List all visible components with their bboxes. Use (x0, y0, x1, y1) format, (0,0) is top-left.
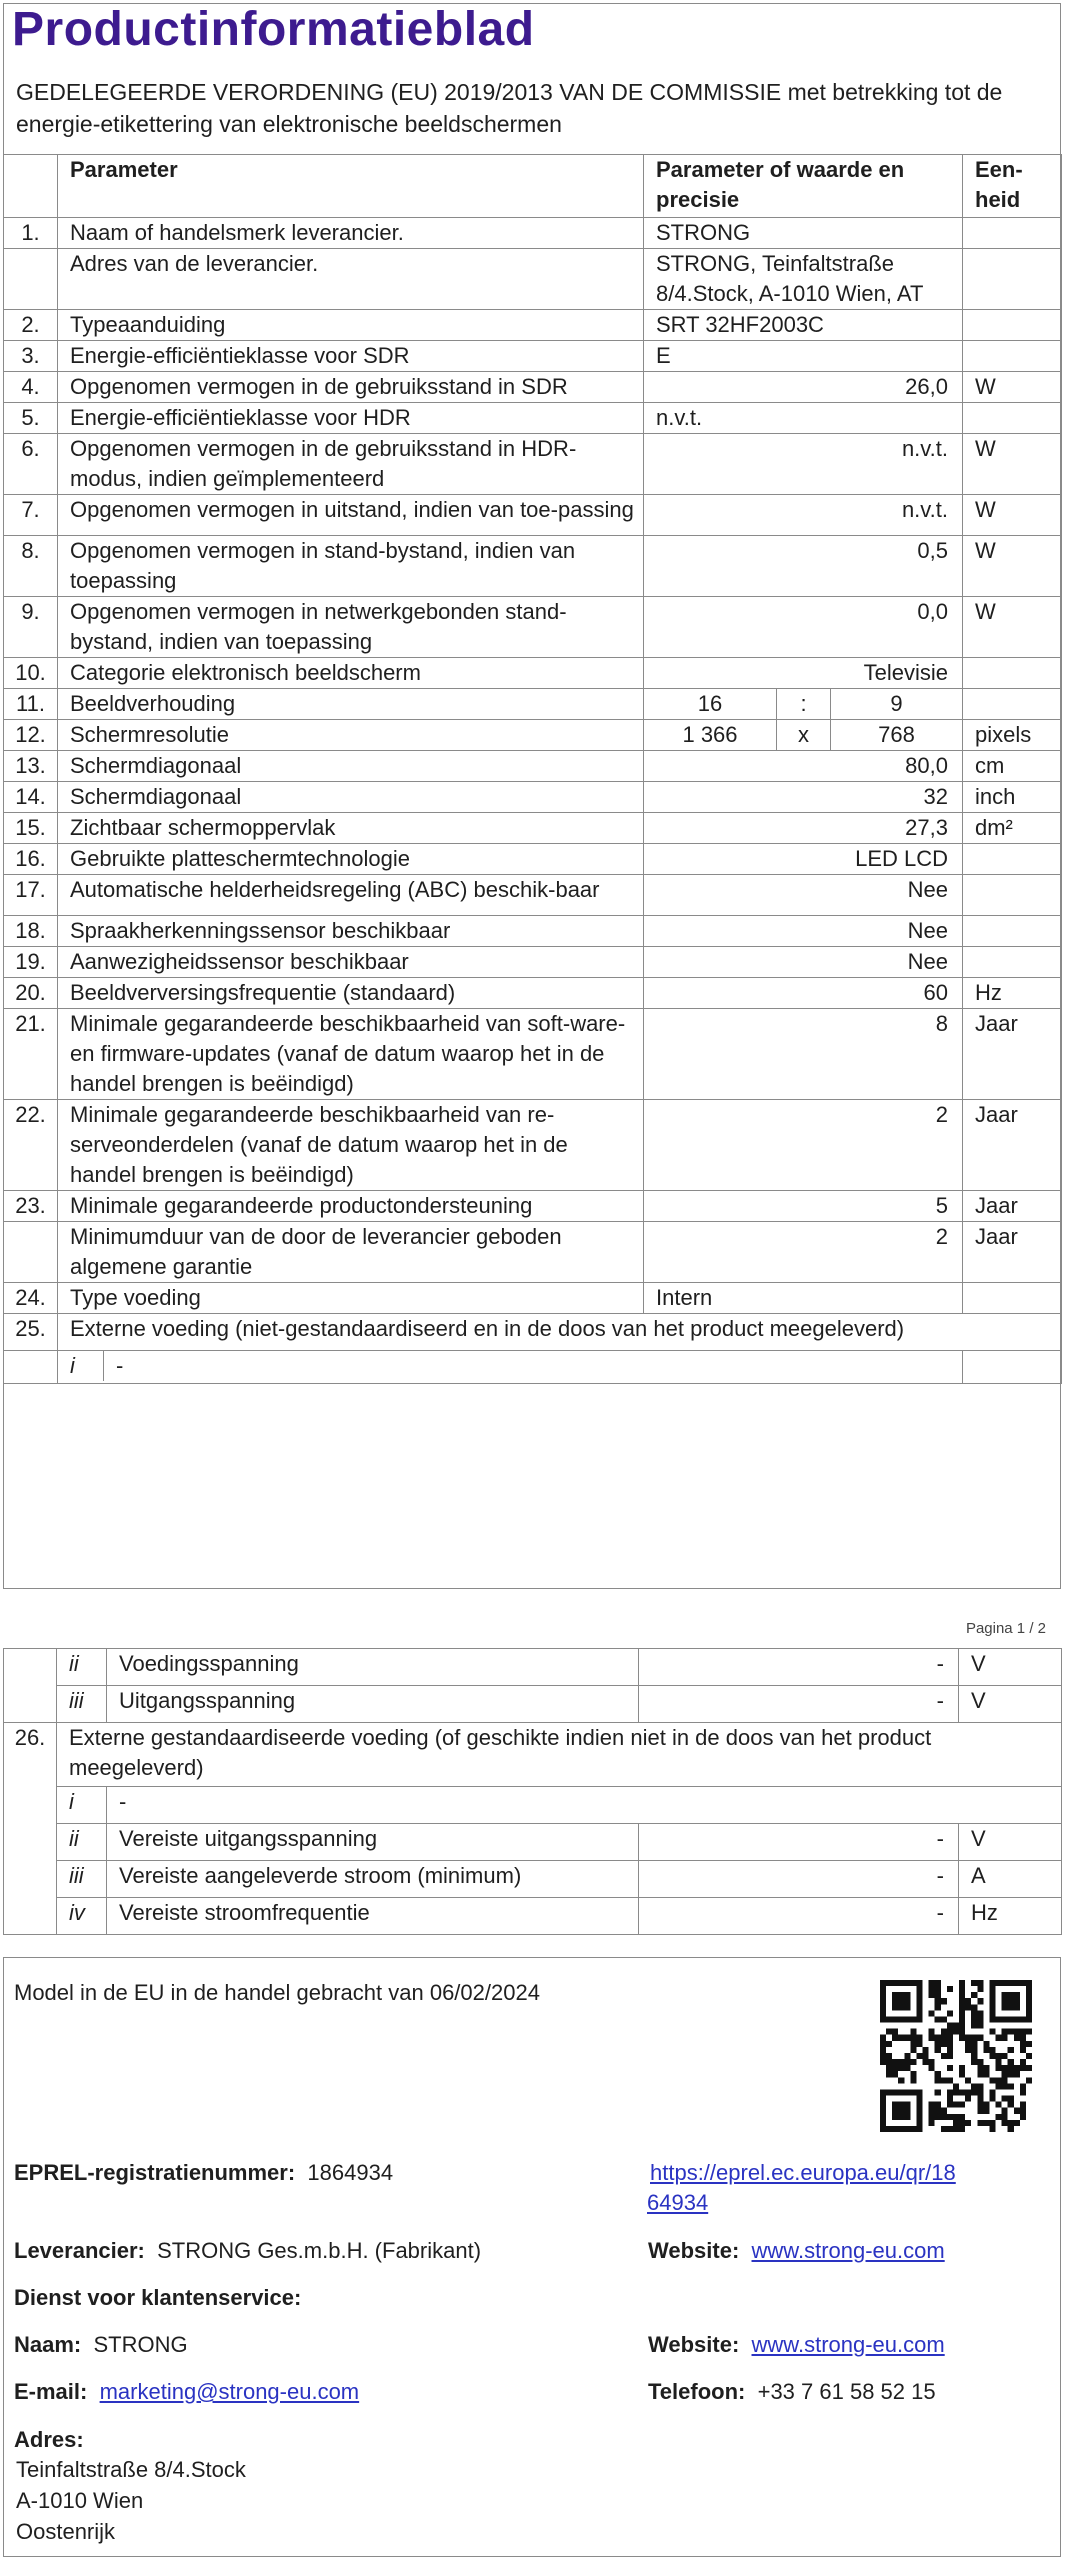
row-value: 27,3 (644, 813, 963, 844)
row-value: STRONG, Teinfaltstraße 8/4.Stock, A-1010 Wien, AT (644, 249, 963, 310)
row-number: 14. (4, 782, 58, 813)
table-row (4, 310, 1062, 341)
row-unit: Jaar (963, 1222, 1062, 1283)
row-number: 8. (4, 536, 58, 597)
row-label: Typeaanduiding (58, 310, 644, 341)
supplier-name: STRONG Ges.m.b.H. (Fabrikant) (157, 2238, 482, 2263)
website-link-2[interactable]: www.strong-eu.com (751, 2332, 945, 2357)
row-number: 5. (4, 403, 58, 434)
row-unit (963, 403, 1062, 434)
roman-numeral: i (57, 1787, 107, 1824)
row-value: n.v.t. (644, 495, 963, 536)
table-row (4, 875, 1062, 916)
sub-row (4, 1824, 1062, 1861)
row-number-empty (4, 1351, 58, 1384)
email-label: E-mail: (14, 2379, 88, 2404)
row-number: 25. (4, 1314, 58, 1351)
website-line-2 (648, 2330, 945, 2360)
phone-label: Telefoon: (648, 2379, 746, 2404)
sub-label: Voedingsspanning (107, 1649, 639, 1686)
row-value: 26,0 (644, 372, 963, 403)
row-label: Opgenomen vermogen in netwerkgebonden stand-bystand, indien van toepassing (58, 597, 644, 658)
row-value: Intern (644, 1283, 963, 1314)
row-number: 3. (4, 341, 58, 372)
row-number: 23. (4, 1191, 58, 1222)
row-value: Televisie (644, 658, 963, 689)
table-row-26 (4, 1723, 1062, 1787)
sub-label: Vereiste stroomfrequentie (107, 1898, 639, 1935)
address-label-text: Adres: (14, 2427, 84, 2452)
row-unit: Jaar (963, 1191, 1062, 1222)
row-unit (963, 310, 1062, 341)
table-row-25-i (4, 1351, 1062, 1384)
row-label: Minimumduur van de door de leverancier geboden algemene garantie (58, 1222, 644, 1283)
row-value-b: 9 (831, 689, 963, 720)
row-value: Nee (644, 947, 963, 978)
sub-label: Uitgangsspanning (107, 1686, 639, 1723)
row-unit (963, 249, 1062, 310)
name-value: STRONG (93, 2332, 188, 2357)
row-number: 6. (4, 434, 58, 495)
sub-row (4, 1649, 1062, 1686)
row-number: 19. (4, 947, 58, 978)
header-num-cell (4, 155, 58, 218)
row-unit: dm² (963, 813, 1062, 844)
row-number: 20. (4, 978, 58, 1009)
address-city: A-1010 Wien (16, 2488, 144, 2513)
table-row (4, 597, 1062, 658)
row-unit (963, 844, 1062, 875)
sub-unit: Hz (959, 1898, 1062, 1935)
sub-unit: V (959, 1824, 1062, 1861)
address-label (14, 2425, 84, 2455)
phone-line (648, 2377, 936, 2407)
sub-value: - (639, 1824, 959, 1861)
row-label: Type voeding (58, 1283, 644, 1314)
supplier-label: Leverancier: (14, 2238, 145, 2263)
eprel-number: 1864934 (307, 2160, 394, 2185)
address-street: Teinfaltstraße 8/4.Stock (16, 2457, 246, 2482)
row-number: 11. (4, 689, 58, 720)
table-row (4, 844, 1062, 875)
table-row (4, 751, 1062, 782)
row-label: Schermresolutie (58, 720, 644, 751)
sub-row-i (4, 1787, 1062, 1824)
row-unit (963, 916, 1062, 947)
row-label: Externe gestandaardiseerde voeding (of geschikte indien niet in de doos van het product meegeleverd) (57, 1723, 1062, 1787)
sub-value: - (107, 1787, 1062, 1824)
row-number: 21. (4, 1009, 58, 1100)
eprel-link-2[interactable]: 64934 (647, 2190, 709, 2215)
row-value: n.v.t. (644, 403, 963, 434)
row-number: 15. (4, 813, 58, 844)
row-value: 2 (644, 1100, 963, 1191)
table-row (4, 434, 1062, 495)
table-row (4, 249, 1062, 310)
row-label: Minimale gegarandeerde productondersteuning (58, 1191, 644, 1222)
row-value: 5 (644, 1191, 963, 1222)
row-number: 10. (4, 658, 58, 689)
service-heading (14, 2283, 301, 2313)
row-unit: W (963, 434, 1062, 495)
row-value: 0,5 (644, 536, 963, 597)
table-row (4, 978, 1062, 1009)
row-label: Automatische helderheidsregeling (ABC) beschik-baar (58, 875, 644, 916)
row-number: 2. (4, 310, 58, 341)
row-value: 8 (644, 1009, 963, 1100)
row-number: 26. (4, 1723, 57, 1935)
row-unit (963, 658, 1062, 689)
regulation-subtitle: GEDELEGEERDE VERORDENING (EU) 2019/2013 VAN DE COMMISSIE met betrekking tot de energie-etikettering van elektronische beeldschermen (16, 79, 1003, 137)
row-unit: W (963, 495, 1062, 536)
table-row (4, 658, 1062, 689)
table-row (4, 218, 1062, 249)
table-row (4, 916, 1062, 947)
row-unit: inch (963, 782, 1062, 813)
roman-numeral: iii (57, 1686, 107, 1723)
eprel-link-1[interactable]: https://eprel.ec.europa.eu/qr/18 (650, 2160, 956, 2185)
sub-value: - (639, 1861, 959, 1898)
spec-table (3, 154, 1062, 1384)
table-row (4, 1009, 1062, 1100)
row-number: 22. (4, 1100, 58, 1191)
model-date-line: Model in de EU in de handel gebracht van 06/02/2024 (14, 1980, 540, 2005)
row-unit: Jaar (963, 1100, 1062, 1191)
row-value-b: 768 (831, 720, 963, 751)
row-label: Adres van de leverancier. (58, 249, 644, 310)
website-label-1: Website: (648, 2238, 740, 2263)
row-value: Nee (644, 916, 963, 947)
sub-unit: A (959, 1861, 1062, 1898)
row-unit: W (963, 372, 1062, 403)
table-row (4, 495, 1062, 536)
sub-row (4, 1898, 1062, 1935)
sub-value: - (639, 1898, 959, 1935)
table-header-row (4, 155, 1062, 218)
roman-numeral: ii (57, 1824, 107, 1861)
row-value: Nee (644, 875, 963, 916)
website-link-1[interactable]: www.strong-eu.com (751, 2238, 945, 2263)
row-label: Spraakherkenningssensor beschikbaar (58, 916, 644, 947)
supplier-line (14, 2236, 481, 2266)
header-value: Parameter of waarde en precisie (644, 155, 963, 218)
row-label: Schermdiagonaal (58, 751, 644, 782)
roman-numeral: iv (57, 1898, 107, 1935)
row-unit: W (963, 597, 1062, 658)
row-value-a: 16 (644, 689, 777, 720)
page-number: Pagina 1 / 2 (965, 1620, 1046, 1637)
row-label: Beeldverversingsfrequentie (standaard) (58, 978, 644, 1009)
table-row (4, 536, 1062, 597)
row-number: 7. (4, 495, 58, 536)
row-number: 12. (4, 720, 58, 751)
name-line (14, 2330, 188, 2360)
row-number (4, 1222, 58, 1283)
qr-code-icon (880, 1980, 1032, 2132)
row-number: 9. (4, 597, 58, 658)
table-row (4, 720, 1062, 751)
row-value: 80,0 (644, 751, 963, 782)
header-unit: Een-heid (963, 155, 1062, 218)
table-row (4, 689, 1062, 720)
sub-value: - (116, 1353, 124, 1378)
email-link[interactable]: marketing@strong-eu.com (99, 2379, 360, 2404)
row-label: Schermdiagonaal (58, 782, 644, 813)
row-value-sep: x (777, 720, 831, 751)
row-value: 60 (644, 978, 963, 1009)
table-row (4, 947, 1062, 978)
row-unit: pixels (963, 720, 1062, 751)
page-title: Productinformatieblad (12, 3, 535, 56)
row-label: Zichtbaar schermoppervlak (58, 813, 644, 844)
roman-numeral: i (58, 1351, 104, 1381)
sub-unit: V (959, 1649, 1062, 1686)
row-value: E (644, 341, 963, 372)
row-unit: Hz (963, 978, 1062, 1009)
table-row (4, 341, 1062, 372)
email-line (14, 2377, 359, 2407)
sub-row (4, 1686, 1062, 1723)
row-number (4, 249, 58, 310)
row-number: 18. (4, 916, 58, 947)
sub-value: - (639, 1686, 959, 1723)
row-label: Naam of handelsmerk leverancier. (58, 218, 644, 249)
table-row (4, 403, 1062, 434)
row-unit (963, 1351, 1062, 1384)
table-row (4, 1191, 1062, 1222)
row-label: Energie-efficiëntieklasse voor SDR (58, 341, 644, 372)
row-value-sep: : (777, 689, 831, 720)
sub-label: Vereiste aangeleverde stroom (minimum) (107, 1861, 639, 1898)
row-label: Opgenomen vermogen in de gebruiksstand in HDR-modus, indien geïmplementeerd (58, 434, 644, 495)
table-row (4, 1100, 1062, 1191)
row-label: Aanwezigheidssensor beschikbaar (58, 947, 644, 978)
row-unit (963, 947, 1062, 978)
phone-value: +33 7 61 58 52 15 (757, 2379, 936, 2404)
table-row (4, 782, 1062, 813)
row-number: 17. (4, 875, 58, 916)
header-parameter: Parameter (58, 155, 644, 218)
row-number: 16. (4, 844, 58, 875)
sub-value: - (639, 1649, 959, 1686)
row-unit: cm (963, 751, 1062, 782)
row-value: STRONG (644, 218, 963, 249)
service-heading-text: Dienst voor klantenservice: (14, 2285, 302, 2310)
row-unit (963, 689, 1062, 720)
row-number: 24. (4, 1283, 58, 1314)
row-label: Opgenomen vermogen in stand-bystand, indien van toepassing (58, 536, 644, 597)
sub-label: Vereiste uitgangsspanning (107, 1824, 639, 1861)
row-unit (963, 875, 1062, 916)
address-country: Oostenrijk (16, 2519, 116, 2544)
row-unit (963, 218, 1062, 249)
roman-numeral: iii (57, 1861, 107, 1898)
sub-row-i-cell (58, 1351, 963, 1384)
row-label: Minimale gegarandeerde beschikbaarheid van soft-ware- en firmware-updates (vanaf de datum waarop het in de handel brengen is beëindigd) (58, 1009, 644, 1100)
row-number: 4. (4, 372, 58, 403)
table-row (4, 372, 1062, 403)
table-row (4, 813, 1062, 844)
row-label: Beeldverhouding (58, 689, 644, 720)
spec-table-continued (3, 1648, 1062, 1935)
row-label: Categorie elektronisch beeldscherm (58, 658, 644, 689)
row-value: 2 (644, 1222, 963, 1283)
row-value-a: 1 366 (644, 720, 777, 751)
row-unit: Jaar (963, 1009, 1062, 1100)
row-value: LED LCD (644, 844, 963, 875)
row-unit: W (963, 536, 1062, 597)
row-number: 1. (4, 218, 58, 249)
row-label: Externe voeding (niet-gestandaardiseerd en in de doos van het product meegeleverd) (58, 1314, 1062, 1351)
table-row (4, 1222, 1062, 1283)
row-label: Minimale gegarandeerde beschikbaarheid van re-serveonderdelen (vanaf de datum waarop het in de handel brengen is beëindigd) (58, 1100, 644, 1191)
row-number: 13. (4, 751, 58, 782)
eprel-line (14, 2158, 393, 2188)
row-label: Energie-efficiëntieklasse voor HDR (58, 403, 644, 434)
eprel-label: EPREL-registratienummer: (14, 2160, 296, 2185)
website-line-1 (648, 2236, 945, 2266)
row-value: 32 (644, 782, 963, 813)
row-unit (963, 341, 1062, 372)
row-value: SRT 32HF2003C (644, 310, 963, 341)
roman-numeral: ii (57, 1649, 107, 1686)
sub-unit: V (959, 1686, 1062, 1723)
row-label: Gebruikte platteschermtechnologie (58, 844, 644, 875)
table-row (4, 1283, 1062, 1314)
row-value: 0,0 (644, 597, 963, 658)
sub-row (4, 1861, 1062, 1898)
row-number-empty (4, 1649, 57, 1723)
row-label: Opgenomen vermogen in uitstand, indien van toe-passing (58, 495, 644, 536)
name-label: Naam: (14, 2332, 82, 2357)
table-row-25 (4, 1314, 1062, 1351)
row-label: Opgenomen vermogen in de gebruiksstand in SDR (58, 372, 644, 403)
row-value: n.v.t. (644, 434, 963, 495)
website-label-2: Website: (648, 2332, 740, 2357)
row-unit (963, 1283, 1062, 1314)
